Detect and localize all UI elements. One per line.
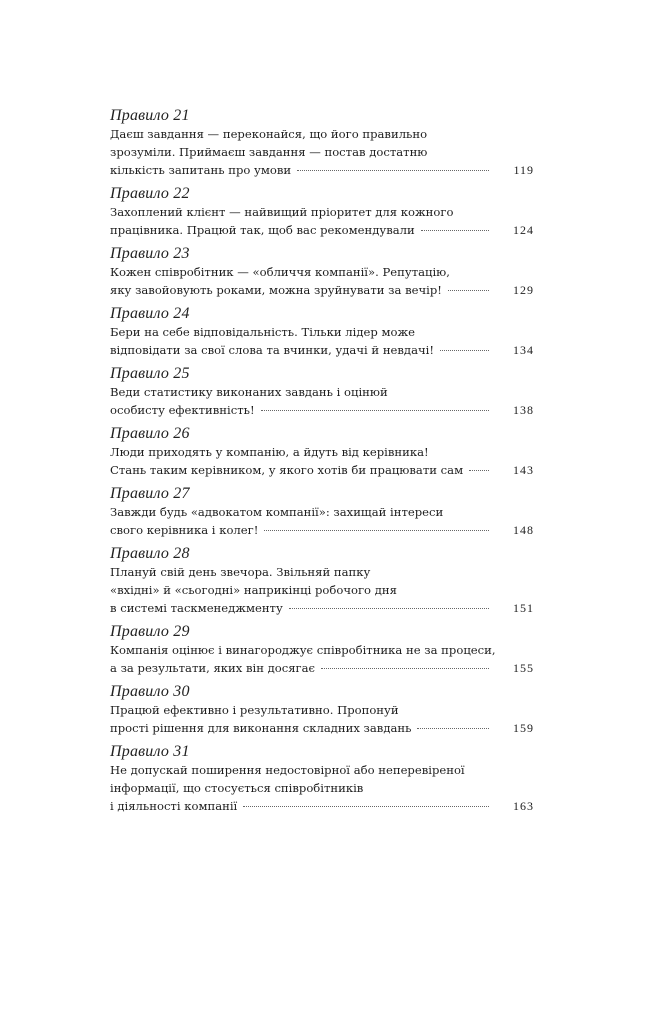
rule-text-line: працівника. Працюй так, щоб вас рекомендували bbox=[110, 223, 415, 237]
dot-leader bbox=[297, 170, 489, 171]
rule-text-line: зрозуміли. Приймаєш завдання — постав достатню bbox=[110, 145, 428, 159]
rule-text-line: кількість запитань про умови bbox=[110, 163, 292, 177]
rule-text-last-line bbox=[110, 719, 534, 737]
rule-text-line: особисту ефективність! bbox=[110, 403, 255, 417]
page-number: 163 bbox=[513, 799, 534, 813]
rule-text-line: Захоплений клієнт — найвищий пріоритет для кожного bbox=[110, 205, 454, 219]
page-number: 155 bbox=[513, 661, 534, 675]
rule-text-line: а за результати, яких він досягає bbox=[110, 661, 316, 675]
rule-text-line: Компанія оцінює і винагороджує співробітника не за процеси, bbox=[110, 643, 496, 657]
rule-text-line: інформації, що стосується співробітників bbox=[110, 781, 364, 795]
rule-text-line: Плануй свій день звечора. Звільняй папку bbox=[110, 565, 371, 579]
rule-text-line: прості рішення для виконання складних завдань bbox=[110, 721, 412, 735]
dot-leader bbox=[321, 668, 489, 669]
page-number: 138 bbox=[513, 403, 534, 417]
dot-leader bbox=[261, 410, 489, 411]
rule-text-line: Бери на себе відповідальність. Тільки лідер може bbox=[110, 325, 415, 339]
rule-text-last-line bbox=[110, 221, 534, 239]
dot-leader bbox=[448, 290, 489, 291]
toc-entry-rule-25[interactable] bbox=[110, 364, 534, 419]
rule-text-line: Веди статистику виконаних завдань і оцінюй bbox=[110, 385, 388, 399]
toc-entry-rule-21[interactable] bbox=[110, 106, 534, 179]
toc-entry-rule-24[interactable] bbox=[110, 304, 534, 359]
rule-title: Правило 30 bbox=[110, 683, 190, 700]
dot-leader bbox=[440, 350, 489, 351]
rule-text-line: свого керівника і колег! bbox=[110, 523, 259, 537]
page-number: 143 bbox=[513, 463, 534, 477]
rule-title: Правило 31 bbox=[110, 743, 190, 760]
dot-leader bbox=[421, 230, 489, 231]
dot-leader bbox=[289, 608, 489, 609]
dot-leader bbox=[469, 470, 489, 471]
toc-entry-rule-22[interactable] bbox=[110, 184, 534, 239]
rule-text-last-line bbox=[110, 797, 534, 815]
table-of-contents bbox=[110, 106, 534, 820]
rule-text-last-line bbox=[110, 281, 534, 299]
rule-text-line: «вхідні» й «сьогодні» наприкінці робочого дня bbox=[110, 583, 397, 597]
page-number: 134 bbox=[513, 343, 534, 357]
page-number: 124 bbox=[513, 223, 534, 237]
rule-title: Правило 29 bbox=[110, 623, 190, 640]
rule-text-last-line bbox=[110, 599, 534, 617]
dot-leader bbox=[243, 806, 489, 807]
page-number: 129 bbox=[513, 283, 534, 297]
rule-text-line: Не допускай поширення недостовірної або неперевіреної bbox=[110, 763, 465, 777]
rule-text-line: в системі таскменеджменту bbox=[110, 601, 283, 615]
toc-entry-rule-29[interactable] bbox=[110, 622, 534, 677]
rule-text-line: Люди приходять у компанію, а йдуть від керівника! bbox=[110, 445, 429, 459]
dot-leader bbox=[417, 728, 489, 729]
page-number: 159 bbox=[513, 721, 534, 735]
rule-text-last-line bbox=[110, 401, 534, 419]
toc-entry-rule-31[interactable] bbox=[110, 742, 534, 815]
toc-entry-rule-27[interactable] bbox=[110, 484, 534, 539]
rule-title: Правило 24 bbox=[110, 305, 190, 322]
rule-text-line: і діяльності компанії bbox=[110, 799, 238, 813]
toc-entry-rule-30[interactable] bbox=[110, 682, 534, 737]
toc-entry-rule-28[interactable] bbox=[110, 544, 534, 617]
rule-title: Правило 21 bbox=[110, 107, 190, 124]
rule-title: Правило 22 bbox=[110, 185, 190, 202]
page-number: 119 bbox=[513, 163, 534, 177]
rule-text-line: яку завойовують роками, можна зруйнувати за вечір! bbox=[110, 283, 442, 297]
rule-text-line: Даєш завдання — переконайся, що його правильно bbox=[110, 127, 428, 141]
toc-entry-rule-23[interactable] bbox=[110, 244, 534, 299]
rule-text-last-line bbox=[110, 521, 534, 539]
rule-text-line: Стань таким керівником, у якого хотів би працювати сам bbox=[110, 463, 464, 477]
rule-title: Правило 26 bbox=[110, 425, 190, 442]
rule-text-last-line bbox=[110, 659, 534, 677]
rule-text-line: відповідати за свої слова та вчинки, удачі й невдачі! bbox=[110, 343, 435, 357]
dot-leader bbox=[264, 530, 489, 531]
page-number: 148 bbox=[513, 523, 534, 537]
rule-title: Правило 27 bbox=[110, 485, 190, 502]
rule-text-last-line bbox=[110, 341, 534, 359]
rule-text-line: Завжди будь «адвокатом компанії»: захищай інтереси bbox=[110, 505, 444, 519]
rule-title: Правило 25 bbox=[110, 365, 190, 382]
rule-text-line: Кожен співробітник — «обличчя компанії». Репутацію, bbox=[110, 265, 450, 279]
toc-entry-rule-26[interactable] bbox=[110, 424, 534, 479]
rule-text-line: Працюй ефективно і результативно. Пропонуй bbox=[110, 703, 399, 717]
rule-text-last-line bbox=[110, 461, 534, 479]
rule-title: Правило 28 bbox=[110, 545, 190, 562]
rule-title: Правило 23 bbox=[110, 245, 190, 262]
page-number: 151 bbox=[513, 601, 534, 615]
rule-text-last-line bbox=[110, 161, 534, 179]
